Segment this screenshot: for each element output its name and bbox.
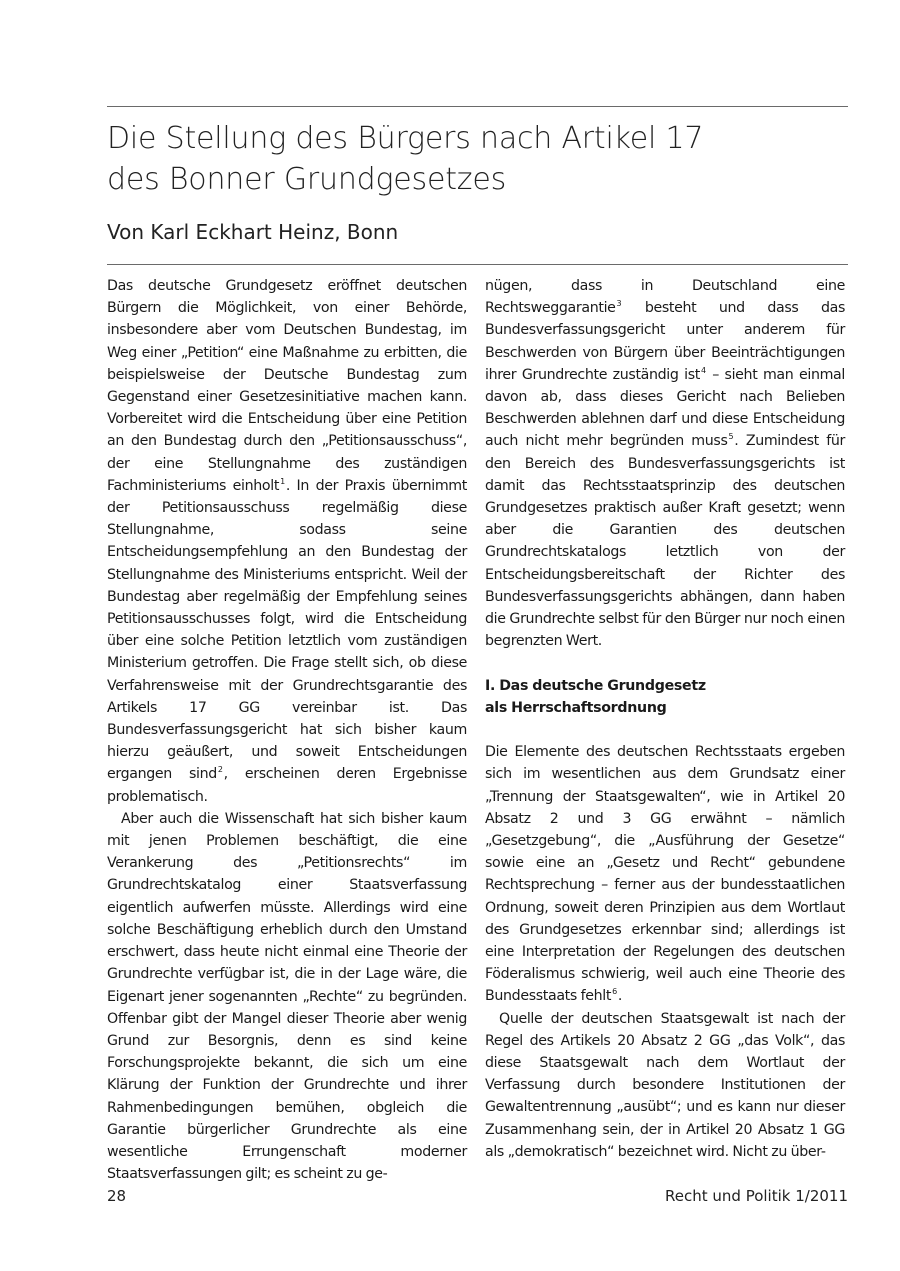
paragraph-text: . — [617, 988, 622, 1005]
footnote-ref: 6 — [612, 987, 617, 997]
footnote-ref: 4 — [700, 365, 706, 375]
paragraph: Quelle der deutschen Staatsgewalt ist nach der Regel des Artikels 20 Absatz 2 GG „das Volk“, das diese Staatsgewalt nach dem Wortlaut der Verfassung durch besondere Institutionen der Gewaltentrennung „ausübt“; und es kann nur dieser Zusammenhang sein, der in Artikel 20 Absatz 1 GG als „demokratisch“ bezeichnet wird. Nicht zu über- — [485, 1010, 845, 1160]
article-title — [107, 118, 848, 200]
section-heading-line-2: als Herrschaftsordnung — [485, 699, 667, 716]
article-title-line-2: des Bonner Grundgesetzes — [107, 162, 507, 197]
footnote-ref: 1 — [280, 476, 285, 486]
left-column — [107, 275, 467, 1183]
top-divider — [107, 106, 848, 107]
paragraph — [485, 741, 845, 1007]
paragraph-text: – sieht man einmal davon ab, dass dieses Gericht nach Belieben Beschwerden ablehnen darf und diese Entscheidung auch nicht mehr begründen muss — [485, 366, 845, 450]
paragraph-text: , erscheinen deren Ergebnisse problematisch. — [107, 766, 467, 805]
paragraph-text: nügen, dass in Deutschland eine Rechtsweggarantie — [485, 278, 845, 317]
journal-name: Recht und Politik 1/2011 — [665, 1187, 848, 1205]
paragraph — [107, 275, 467, 808]
footnote-ref: 5 — [728, 432, 734, 442]
footnote-ref: 3 — [616, 299, 622, 309]
header-divider — [107, 264, 848, 265]
section-heading-line-1: I. Das deutsche Grundgesetz — [485, 677, 706, 694]
article-title-line-1: Die Stellung des Bürgers nach Artikel 17 — [107, 121, 704, 156]
paragraph-text: . In der Praxis übernimmt der Petitionsausschuss regelmäßig diese Stellungnahme, sodass seine Entscheidungsempfehlung an den Bundestag der Stellungnahme des Ministeriums entspricht. Weil der Bundestag aber regelmäßig der Empfehlung seines Petitionsausschusses folgt, wird die Entscheidung über eine solche Petition letztlich vom zuständigen Ministerium getroffen. Die Frage stellt sich, ob diese Verfahrensweise mit der Grundrechtsgarantie des Artikels 17 GG vereinbar ist. Das Bundesverfassungsgericht hat sich bisher kaum hierzu geäußert, und soweit Entscheidungen ergangen sind — [107, 477, 467, 783]
paragraph: Aber auch die Wissenschaft hat sich bisher kaum mit jenen Problemen beschäftigt, die eine Verankerung des „Petitionsrechts“ im Grundrechtskatalog einer Staatsverfassung eigentlich aufwerfen müsste. Allerdings wird eine solche Beschäftigung erheblich durch den Umstand erschwert, dass heute nicht einmal eine Theorie der Grundrechte verfügbar ist, die in der Lage wäre, die Eigenart jener sogenannten „Rechte“ zu begründen. Offenbar gibt der Mangel dieser Theorie aber wenig Grund zur Besorgnis, denn es sind keine Forschungsprojekte bekannt, die sich um eine Klärung der Funktion der Grundrechte und ihrer Rahmenbedingungen bemühen, obgleich die Garantie bürgerlicher Grundrechte als eine wesentliche Errungenschaft moderner Staatsverfassungen gilt; es scheint zu ge- — [107, 810, 467, 1183]
section-heading — [485, 675, 845, 719]
paragraph-text: besteht und dass das Bundesverfassungsgericht unter anderem für Beschwerden von Bürgern über Beeinträchtigungen ihrer Grundrechte zuständig ist — [485, 300, 845, 383]
paragraph-text: Die Elemente des deutschen Rechtsstaats ergeben sich im wesentlichen aus dem Grundsatz einer „Trennung der Staatsgewalten“, wie in Artikel 20 Absatz 2 und 3 GG erwähnt – nämlich „Gesetzgebung“, die „Ausführung der Gesetze“ sowie eine an „Gesetz und Recht“ gebundene Rechtsprechung – ferner aus der bundesstaatlichen Ordnung, soweit deren Prinzipien aus dem Wortlaut des Grundgesetzes erkennbar sind; allerdings ist eine Interpretation der Regelungen des deutschen Föderalismus schwierig, weil auch eine Theorie des Bundesstaats fehlt — [485, 744, 845, 1005]
footnote-ref: 2 — [217, 765, 223, 775]
paragraph — [485, 275, 845, 652]
paragraph-text: . Zumindest für den Bereich des Bundesverfassungsgerichts ist damit das Rechtsstaatsprinzip des deutschen Grundgesetzes praktisch außer Kraft gesetzt; wenn aber die Garantien des deutschen Grundrechtskatalogs letztlich von der Entscheidungsbereitschaft der Richter des Bundesverfassungsgerichts abhängen, dann haben die Grundrechte selbst für den Bürger nur noch einen begrenzten Wert. — [485, 433, 845, 650]
paragraph-text: Das deutsche Grundgesetz eröffnet deutschen Bürgern die Möglichkeit, von einer Behörde, insbesondere aber vom Deutschen Bundestag, im Weg einer „Petition“ eine Maßnahme zu erbitten, die beispielsweise der Deutsche Bundestag zum Gegenstand einer Gesetzesinitiative machen kann. Vorbereitet wird die Entscheidung über eine Petition an den Bundestag durch den „Petitionsausschuss“, der eine Stellungnahme des zuständigen Fachministeriums einholt — [107, 278, 467, 494]
article-author: Von Karl Eckhart Heinz, Bonn — [107, 220, 399, 244]
page-number: 28 — [107, 1187, 127, 1205]
right-column — [485, 275, 845, 1160]
